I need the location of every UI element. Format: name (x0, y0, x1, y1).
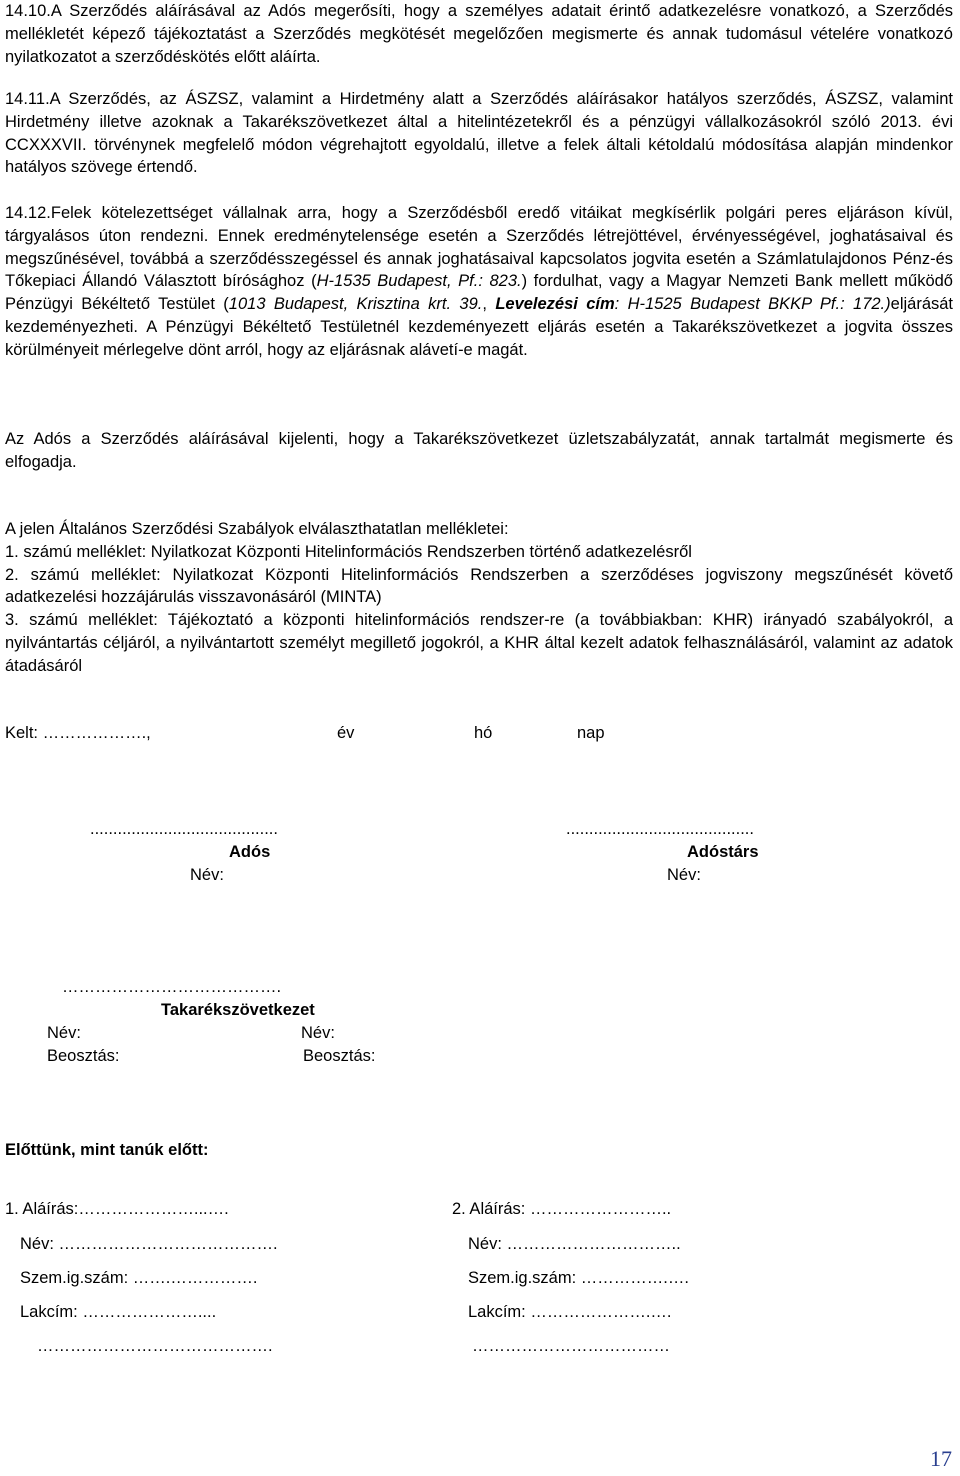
paragraph-text: , (482, 295, 496, 314)
address-text: 1013 Budapest, Krisztina krt. 39. (228, 295, 483, 314)
paragraph-text: A Szerződés aláírásával az Adós megerősíti, hogy a személyes adatait érintő adatkezelésre vonatkozó, a Szerződés mellékletét képező tájékoztatást a Szerződés megkötését megelőzően megismerte és annak tudomásul vételére vonatkozó nyilatkozatot a szerződéskötés előtt aláírta. (5, 2, 953, 66)
paragraph-number: 14.11. (5, 90, 50, 108)
annex-intro: A jelen Általános Szerződési Szabályok elválaszthatatlan mellékletei: (5, 520, 509, 538)
debtor-signature-line: ......................................... (90, 820, 278, 838)
date-kelt: Kelt: ………………., (5, 724, 151, 742)
bank-signature-line: …………………………………. (62, 978, 282, 996)
date-year: év (337, 724, 355, 742)
paragraph-14-10 (5, 0, 953, 68)
annex-item-2: 2. számú melléklet: Nyilatkozat Központi Hitelinformációs Rendszerben a szerződéses jogviszony megszűnését követő adatkezelési hozzájárulás visszavonásáról (MINTA) (5, 565, 953, 607)
date-day: nap (577, 724, 605, 742)
witness1-signature: 1. Aláírás:…………………...…. (5, 1200, 229, 1218)
paragraph-text: Felek kötelezettséget vállalnak arra, hogy a Szerződésből eredő vitáikat megkísérlik polgári peres eljáráson kívül, tárgyalásos úton rendezni. Ennek eredménytelensége esetén a Szerződés létrejöttével, érvényességével, joghatásaival és megszűnésével, továbbá a szerződésszegéssel és annak joghatásaival kapcsolatos jogvita esetén a Számlatulajdonos Pénz-és Tőkepiaci Állandó Választott bírósághoz ( (5, 204, 953, 291)
paragraph-14-12 (5, 202, 953, 362)
witness1-address-cont: ……………………………………. (37, 1337, 273, 1355)
witness2-address-cont: ……………………………… (472, 1337, 670, 1355)
codebtor-title: Adóstárs (687, 843, 759, 861)
paragraph-number: 14.10. (5, 2, 51, 20)
paragraph-text: ) fordulhat, vagy a Magyar Nemzeti Bank mellett működő Pénzügyi Békéltető Testület ( (5, 272, 953, 314)
paragraph-text: A Szerződés, az ÁSZSZ, valamint a Hirdetmény alatt a Szerződés aláírásakor hatályos szerződés, ÁSZSZ, valamint Hirdetmény illetve azoknak a Takarékszövetkezet által a hitelintézetekről és a pénzügyi vállalkozásokról szóló 2013. évi CCXXXVII. törvénynek megfelelő módon végrehajtott egyoldalú, illetve a felek általi kétoldalú módosítása alapján mindenkor hatályos szövege értendő. (5, 90, 953, 177)
witness1-address: Lakcím: ………………….... (20, 1303, 217, 1321)
date-month: hó (474, 724, 493, 742)
mailing-label: Levelezési cím (495, 295, 615, 314)
paragraph-text: eljárását kezdeményezheti. A Pénzügyi Békéltető Testületnél kezdeményezett eljárás esetén a Takarékszövetkezet a jogvita összes körülményeit mérlegelve dönt arról, hogy az eljárásnak alávetí-e magát. (5, 295, 954, 359)
annex-item-3: 3. számú melléklet: Tájékoztató a központi hitelinformációs rendszer-re (a továbbiakban: KHR) irányadó szabályokról, a nyilvántartás céljáról, a nyilvántartott személyt megillető jogokról, a KHR által kezelt adatok felhasználásáról, valamint az adatok átadásáról (5, 611, 953, 675)
address-text: : H-1525 Budapest BKKP Pf.: 172.) (614, 295, 891, 314)
address-text: H-1535 Budapest, Pf.: 823. (316, 272, 522, 291)
witness1-id: Szem.ig.szám: …….……………. (20, 1269, 258, 1287)
debtor-name-label: Név: (190, 866, 224, 884)
bank-position-label-2: Beosztás: (303, 1047, 376, 1065)
page-number: 17 (930, 1446, 952, 1471)
bank-name-label-1: Név: (47, 1024, 81, 1042)
paragraph-number: 14.12. (5, 204, 51, 222)
codebtor-signature-line: ......................................... (566, 820, 754, 838)
bank-title: Takarékszövetkezet (161, 1001, 315, 1019)
witnesses-heading: Előttünk, mint tanúk előtt: (5, 1141, 209, 1159)
witness2-address: Lakcím: ………………….…. (468, 1303, 672, 1321)
declaration-text: Az Adós a Szerződés aláírásával kijelenti, hogy a Takarékszövetkezet üzletszabályzatát, annak tartalmát megismerte és elfogadja. (5, 430, 953, 471)
annex-item-1: 1. számú melléklet: Nyilatkozat Központi Hitelinformációs Rendszerben történő adatkezelésről (5, 542, 692, 561)
codebtor-name-label: Név: (667, 866, 701, 884)
declaration-paragraph (5, 428, 953, 474)
witness2-name: Név: ………………………….. (468, 1235, 681, 1253)
bank-position-label-1: Beosztás: (47, 1047, 120, 1065)
witness2-id: Szem.ig.szám: …………….…. (468, 1269, 689, 1287)
witness1-name: Név: …………………………………. (20, 1235, 278, 1253)
bank-name-label-2: Név: (301, 1024, 335, 1042)
annex-list (5, 518, 953, 678)
debtor-title: Adós (229, 843, 271, 861)
witness2-signature: 2. Aláírás: …………………….. (452, 1200, 672, 1218)
paragraph-14-11 (5, 88, 953, 179)
